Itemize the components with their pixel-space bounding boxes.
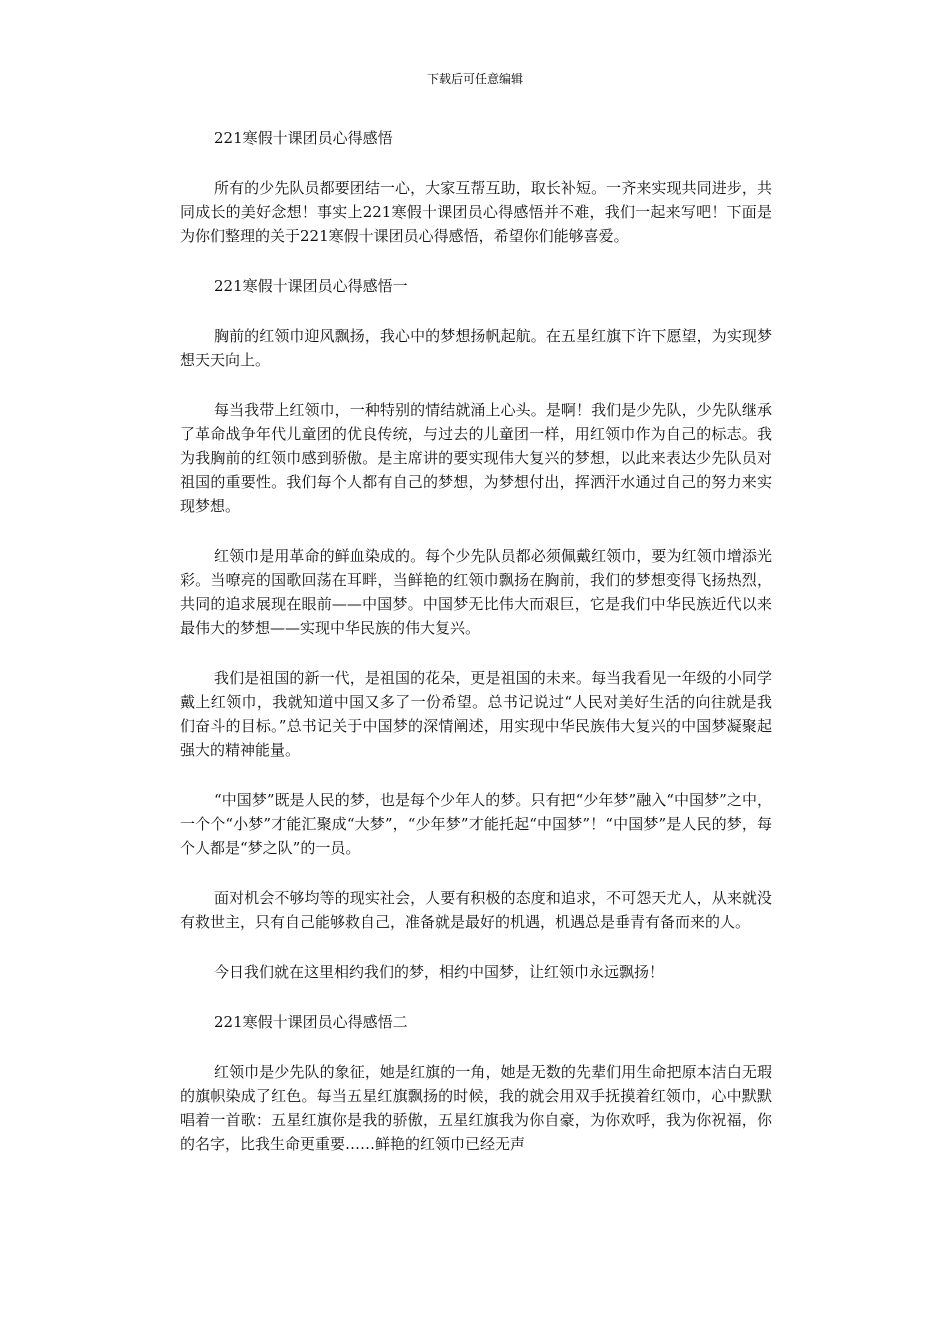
section-1-paragraph: 我们是祖国的新一代，是祖国的花朵，更是祖国的未来。每当我看见一年级的小同学戴上红领巾，我就知道中国又多了一份希望。总书记说过“人民对美好生活的向往就是我们奋斗的目标。”总书记关于中国梦的深情阐述，用实现中华民族伟大复兴的中国梦凝聚起强大的精神能量。 [180,669,772,759]
section-2-heading: 221寒假十课团员心得感悟二 [214,1013,408,1031]
document-title: 221寒假十课团员心得感悟 [214,129,393,147]
download-note: 下载后可任意编辑 [426,72,523,86]
document-body [180,126,772,1156]
section-1-paragraph: 面对机会不够均等的现实社会，人要有积极的态度和追求，不可怨天尤人，从来就没有救世主，只有自己能够救自己，准备就是最好的机遇，机遇总是垂青有备而来的人。 [180,889,772,931]
section-1-paragraph: 每当我带上红领巾，一种特别的情结就涌上心头。是啊！我们是少先队，少先队继承了革命战争年代儿童团的优良传统，与过去的儿童团一样，用红领巾作为自己的标志。我为我胸前的红领巾感到骄傲。是主席讲的要实现伟大复兴的梦想，以此来表达少先队员对祖国的重要性。我们每个人都有自己的梦想，为梦想付出，挥洒汗水通过自己的努力来实现梦想。 [180,401,772,515]
section-1-paragraph: 红领巾是用革命的鲜血染成的。每个少先队员都必须佩戴红领巾，要为红领巾增添光彩。当嘹亮的国歌回荡在耳畔，当鲜艳的红领巾飘扬在胸前，我们的梦想变得飞扬热烈，共同的追求展现在眼前——中国梦。中国梦无比伟大而艰巨，它是我们中华民族近代以来最伟大的梦想——实现中华民族的伟大复兴。 [180,547,772,637]
section-1-paragraph: 今日我们就在这里相约我们的梦，相约中国梦，让红领巾永远飘扬！ [214,963,665,981]
section-2-paragraph: 红领巾是少先队的象征，她是红旗的一角，她是无数的先辈们用生命把原本洁白无瑕的旗帜染成了红色。每当五星红旗飘扬的时候，我的就会用双手抚摸着红领巾，心中默默唱着一首歌：五星红旗你是我的骄傲，五星红旗我为你自豪，为你欢呼，我为你祝福，你的名字，比我生命更重要……鲜艳的红领巾已经无声 [180,1063,772,1153]
section-1-heading: 221寒假十课团员心得感悟一 [214,277,408,295]
intro-paragraph: 所有的少先队员都要团结一心，大家互帮互助，取长补短。一齐来实现共同进步，共同成长的美好念想！事实上221寒假十课团员心得感悟并不难，我们一起来写吧！下面是为你们整理的关于221寒假十课团员心得感悟，希望你们能够喜爱。 [180,179,772,245]
section-1-paragraph: “中国梦”既是人民的梦，也是每个少年人的梦。只有把“少年梦”融入“中国梦”之中，一个个“小梦”才能汇聚成“大梦”，“少年梦”才能托起“中国梦”！“中国梦”是人民的梦，每个人都是“梦之队”的一员。 [180,791,772,857]
section-1-paragraph: 胸前的红领巾迎风飘扬，我心中的梦想扬帆起航。在五星红旗下许下愿望，为实现梦想天天向上。 [180,327,772,369]
